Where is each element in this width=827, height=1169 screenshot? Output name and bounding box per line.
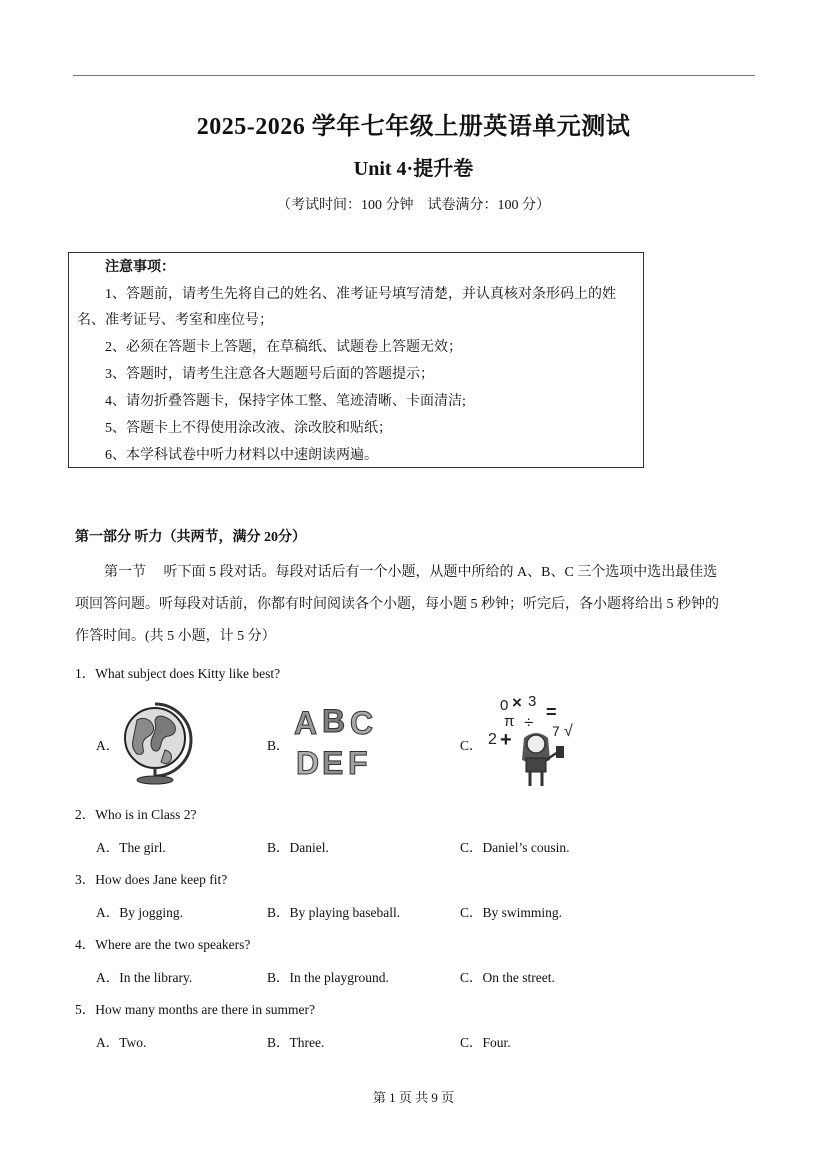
option-b[interactable]: B．Daniel.	[267, 840, 329, 855]
question-number: 1．	[75, 666, 96, 681]
question-number: 5．	[75, 1002, 96, 1017]
option-c[interactable]: C．By swimming.	[460, 905, 563, 920]
math-symbol: +	[500, 729, 512, 751]
question-4	[75, 933, 250, 953]
math-symbol: 0	[500, 697, 509, 714]
page-title: 2025-2026 学年七年级上册英语单元测试	[196, 114, 631, 140]
notice-line: 名、准考证号、考室和座位号；	[77, 313, 273, 328]
abc-letters-picture	[290, 698, 380, 778]
math-symbol: 3	[528, 693, 537, 710]
notice-line: 5、答题卡上不得使用涂改液、涂改胶和贴纸；	[105, 421, 392, 436]
math-symbol: =	[546, 702, 557, 722]
math-symbol: 2	[488, 731, 497, 748]
notice-line: 3、答题时，请考生注意各大题题号后面的答题提示；	[105, 367, 434, 382]
option-b[interactable]: B．By playing baseball.	[267, 905, 401, 920]
notice-box	[68, 252, 644, 468]
letter-c: C	[350, 705, 374, 741]
option-b[interactable]: B．In the playground.	[267, 970, 389, 985]
option-c[interactable]: C．	[460, 738, 483, 753]
letter-f: F	[348, 745, 368, 778]
exam-info: （考试时间：100 分钟 试卷满分：100 分）	[277, 198, 550, 213]
option-a[interactable]: A．The girl.	[96, 840, 166, 855]
page-subtitle: Unit 4·提升卷	[353, 158, 474, 180]
page-number: 第 1 页 共 9 页	[372, 1090, 455, 1105]
letter-d: D	[296, 745, 320, 778]
letter-a: A	[294, 705, 318, 741]
globe-picture	[115, 698, 195, 786]
notice-line: 6、本学科试卷中听力材料以中速朗读两遍。	[105, 448, 378, 463]
math-symbol: 7	[552, 723, 560, 739]
question-1	[75, 662, 280, 682]
section-intro-line: 项回答问题。听每段对话前，你都有时间阅读各个小题，每小题 5 秒钟；听完后，各小题将给出 5 秒钟的	[75, 597, 719, 612]
option-a[interactable]: A．By jogging.	[96, 905, 184, 920]
letter-e: E	[322, 745, 344, 778]
notice-line: 2、必须在答题卡上答题，在草稿纸、试题卷上答题无效；	[105, 340, 462, 355]
section-title: 第一部分 听力（共两节，满分 20分）	[75, 530, 306, 545]
question-text: Who is in Class 2?	[95, 807, 197, 822]
math-symbol: ×	[512, 693, 522, 712]
question-2	[75, 803, 197, 823]
notice-heading: 注意事项：	[105, 260, 175, 275]
math-symbol: ÷	[524, 713, 534, 732]
option-c[interactable]: C．Daniel’s cousin.	[460, 840, 570, 855]
letter-b: B	[322, 703, 346, 739]
notice-line: 4、请勿折叠答题卡，保持字体工整、笔迹清晰、卡面清洁;	[105, 394, 466, 409]
option-a[interactable]: A．	[96, 738, 120, 753]
question-3	[75, 868, 227, 888]
option-a[interactable]: A．Two.	[96, 1035, 147, 1050]
section-intro-line: 第一节 听下面 5 段对话。每段对话后有一个小题，从题中所给的 A、B、C 三个选项中选出最佳选	[104, 565, 718, 580]
header-rule	[73, 75, 755, 76]
question-text: How many months are there in summer?	[95, 1002, 315, 1017]
question-number: 4．	[75, 937, 96, 952]
question-number: 2．	[75, 807, 96, 822]
math-symbol: π	[504, 713, 515, 730]
section-intro-line: 作答时间。(共 5 小题，计 5 分）	[75, 629, 276, 644]
option-a[interactable]: A．In the library.	[96, 970, 193, 985]
option-b[interactable]: B．	[267, 738, 290, 753]
question-text: How does Jane keep fit?	[95, 872, 228, 887]
option-b[interactable]: B．Three.	[267, 1035, 325, 1050]
question-text: Where are the two speakers?	[95, 937, 251, 952]
question-number: 3．	[75, 872, 96, 887]
option-c[interactable]: C．On the street.	[460, 970, 555, 985]
notice-line: 1、答题前，请考生先将自己的姓名、准考证号填写清楚，并认真核对条形码上的姓	[105, 287, 616, 302]
question-5	[75, 998, 315, 1018]
math-symbol: √	[564, 723, 573, 740]
option-c[interactable]: C．Four.	[460, 1035, 511, 1050]
math-girl-picture	[486, 690, 586, 790]
question-text: What subject does Kitty like best?	[95, 666, 281, 681]
